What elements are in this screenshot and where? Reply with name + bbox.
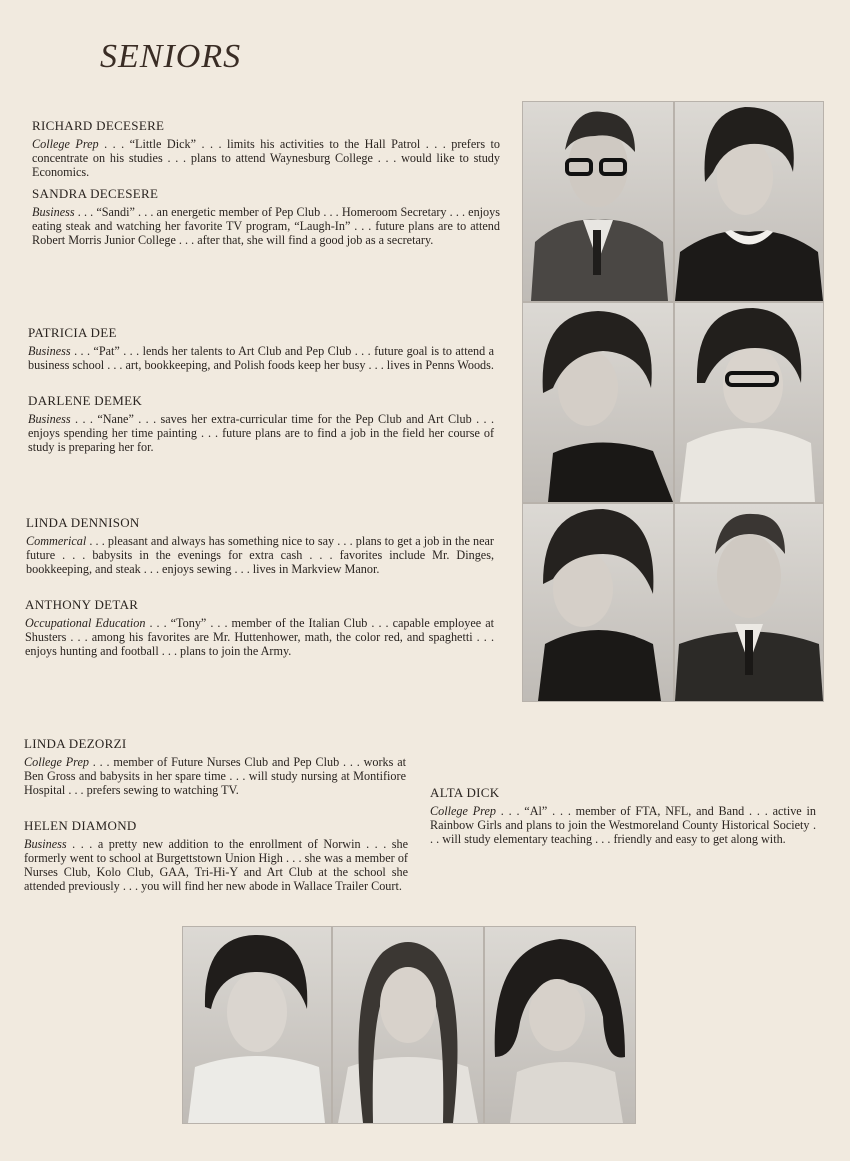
senior-name: RICHARD DECESERE — [32, 118, 165, 133]
senior-bio: . . . member of Future Nurses Club and Pep Club . . . works at Ben Gross and babysits in her spare time . . . will study nursing at Montifiore Hospital . . . prefers sewing to watching TV. — [24, 755, 406, 797]
course-of-study: College Prep — [430, 804, 496, 818]
portrait-photo — [484, 926, 636, 1124]
senior-entry-patricia-dee — [28, 326, 494, 372]
portrait-photo — [674, 503, 824, 702]
portrait-photo — [522, 101, 674, 302]
senior-entry-helen-diamond — [24, 819, 408, 893]
portrait-photo — [674, 302, 824, 503]
senior-bio: . . . “Nane” . . . saves her extra-curricular time for the Pep Club and Art Club . . . enjoys spending her time painting . . . future plans are to find a job in the field her course of study is preparing her for. — [28, 412, 494, 454]
senior-bio: . . . “Sandi” . . . an energetic member of Pep Club . . . Homeroom Secretary . . . enjoys eating steak and watching her favorite TV program, “Laugh-In” . . . future plans are to attend Robert Morris Junior College . . . after that, she will find a good job as a secretary. — [32, 205, 500, 247]
senior-name: LINDA DEZORZI — [24, 736, 127, 751]
senior-bio: . . . “Al” . . . member of FTA, NFL, and Band . . . active in Rainbow Girls and plans to join the Westmoreland County Historical Society . . . will study elementary teaching . . . friendly and easy to get along with. — [430, 804, 816, 846]
senior-name: DARLENE DEMEK — [28, 393, 143, 408]
senior-entry-anthony-detar — [25, 598, 494, 658]
course-of-study: Business — [32, 205, 75, 219]
portrait-photo — [182, 926, 332, 1124]
course-of-study: Occupational Education — [25, 616, 146, 630]
senior-name: SANDRA DECESERE — [32, 186, 159, 201]
senior-entry-darlene-demek — [28, 394, 494, 454]
senior-bio: . . . a pretty new addition to the enrollment of Norwin . . . she formerly went to school at Burgettstown Union High . . . she was a member of Nurses Club, Kolo Club, GAA, Tri-Hi-Y and Art Club at the school she attended previously . . . you will find her new abode in Wallace Trailer Court. — [24, 837, 408, 893]
course-of-study: Business — [24, 837, 67, 851]
senior-name: ALTA DICK — [430, 785, 500, 800]
senior-entry-sandra-decesere — [32, 187, 500, 247]
senior-entry-linda-dezorzi — [24, 737, 406, 797]
senior-name: ANTHONY DETAR — [25, 597, 139, 612]
senior-bio: . . . “Little Dick” . . . limits his activities to the Hall Patrol . . . prefers to concentrate on his studies . . . plans to attend Waynesburg College . . . would like to study Economics. — [32, 137, 501, 179]
senior-bio: . . . “Pat” . . . lends her talents to Art Club and Pep Club . . . future goal is to attend a business school . . . art, bookkeeping, and Polish foods keep her busy . . . lives in Penns Woods. — [28, 344, 494, 372]
senior-bio: . . . pleasant and always has something nice to say . . . plans to get a job in the near future . . . babysits in the evenings for extra cash . . . favorites include Mr. Dinges, bookkeeping, and steak . . . enjoys sewing . . . lives in Markview Manor. — [26, 534, 494, 576]
portrait-photo — [522, 302, 674, 503]
course-of-study: Business — [28, 344, 71, 358]
course-of-study: College Prep — [32, 137, 99, 151]
page-title: SENIORS — [100, 38, 242, 75]
senior-entry-richard-decesere — [32, 119, 500, 179]
portrait-photo — [674, 101, 824, 302]
portrait-photo — [522, 503, 674, 702]
senior-name: LINDA DENNISON — [26, 515, 140, 530]
portrait-photo — [332, 926, 484, 1124]
senior-entry-alta-dick — [430, 786, 816, 846]
course-of-study: Business — [28, 412, 71, 426]
senior-bio: . . . “Tony” . . . member of the Italian Club . . . capable employee at Shusters . . . among his favorites are Mr. Huttenhower, math, the color red, and spaghetti . . . enjoys hunting and football . . . plans to join the Army. — [25, 616, 494, 658]
course-of-study: Commerical — [26, 534, 87, 548]
senior-name: PATRICIA DEE — [28, 325, 117, 340]
senior-name: HELEN DIAMOND — [24, 818, 137, 833]
course-of-study: College Prep — [24, 755, 89, 769]
senior-entry-linda-dennison — [26, 516, 494, 576]
